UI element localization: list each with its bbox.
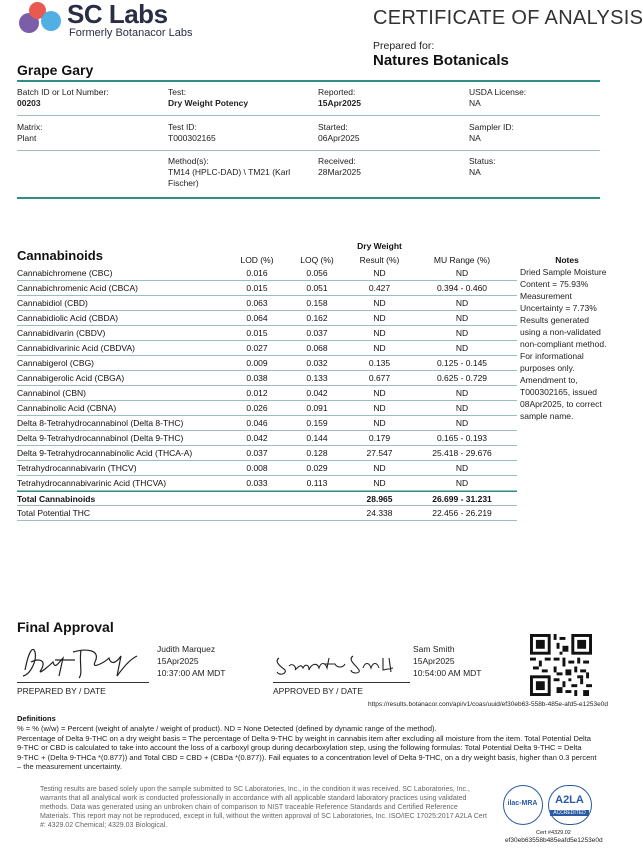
analyte-name: Delta 9-Tetrahydrocannabinolic Acid (THCA-A) [17,448,193,458]
loq-value: 0.128 [306,448,328,458]
preparer-signature-icon [17,640,147,682]
matrix-field [17,122,43,144]
started-label: Started: [318,122,348,132]
loq-value: 0.162 [306,313,328,323]
approver-date: 15Apr2025 [413,656,455,666]
lod-value: 0.063 [246,298,268,308]
preparer-date: 15Apr2025 [157,656,199,666]
matrix-label: Matrix: [17,122,43,132]
result-value: ND [373,328,386,338]
analyte-name: Cannabichromene (CBC) [17,268,113,278]
analyte-name: Cannabidiolic Acid (CBDA) [17,313,119,323]
batch-label: Batch ID or Lot Number: [17,87,109,97]
approver-time: 10:54:00 AM MDT [413,668,482,678]
mu-range-value: 0.394 - 0.460 [436,283,488,293]
loq-value: 0.133 [306,373,328,383]
table-row [17,266,517,281]
lod-value: 0.027 [246,343,268,353]
preparer-info [157,643,226,679]
loq-value: 0.091 [306,403,328,413]
methods-value: TM14 (HPLC-DAD) \ TM21 (Karl Fischer) [168,167,291,188]
prepared-for-label: Prepared for: [373,40,435,52]
note-line: T000302165, issued [520,387,598,397]
notes-header: Notes [555,255,579,265]
mu-range-value: 0.165 - 0.193 [436,433,488,443]
test-field [168,87,248,109]
preparer-line [17,682,149,683]
analyte-name: Cannabidivarin (CBDV) [17,328,106,338]
reported-value: 15Apr2025 [318,98,362,108]
header-divider [17,80,600,82]
certificate-title: CERTIFICATE OF ANALYSIS [373,7,643,29]
note-line: 08Apr2025, to correct [520,399,602,409]
approver-name: Sam Smith [413,644,455,654]
notes-text [520,266,607,422]
usda-label: USDA License: [469,87,527,97]
result-value: 0.135 [368,358,391,368]
mu-range-value: ND [455,418,469,428]
loq-value: 0.144 [306,433,328,443]
result-value: ND [373,313,386,323]
lod-header: LOD (%) [240,255,274,265]
product-name: Grape Gary [17,62,94,78]
sampler-value: NA [469,133,481,143]
result-value: ND [373,298,386,308]
mu-range-value: ND [455,343,469,353]
final-approval-title: Final Approval [17,619,114,635]
cannabinoids-title: Cannabinoids [17,248,103,263]
total-result: 24.338 [366,508,393,518]
mu-range-value: ND [455,328,469,338]
note-line: sample name. [520,411,574,421]
total-mu-range: 26.699 - 31.231 [432,494,492,504]
received-field [318,156,361,178]
total-thc-row [17,506,517,521]
result-header-top: Dry Weight [357,241,402,251]
definition-line: 9-THC + (Delta 9-THCa *(0.877)) and Total CBD = CBD + (CBDa *(0.877)). Fail equates to a concentration level of Delta 9-THC, on a dry weight basis, higher than 0.3 percent [17,752,597,762]
result-value: 0.677 [368,373,391,383]
table-row [17,311,517,326]
loq-value: 0.068 [306,343,328,353]
approver-info [413,643,482,679]
result-value: ND [373,388,386,398]
mu-range-value: ND [455,403,469,413]
analyte-name: Cannabichromenic Acid (CBCA) [17,283,138,293]
accredited-label: ACCREDITED [550,810,589,816]
mu-header: MU Range (%) [433,255,491,265]
result-header: Result (%) [359,255,400,265]
sc-labs-logo [17,2,207,38]
info-divider [17,115,600,116]
lod-value: 0.064 [246,313,268,323]
received-value: 28Mar2025 [318,167,362,177]
lod-value: 0.038 [246,373,268,383]
test-id-value: T000302165 [168,133,216,143]
result-value: 27.547 [366,448,393,458]
loq-value: 0.037 [306,328,328,338]
loq-value: 0.051 [306,283,328,293]
note-line: For informational [520,351,584,361]
usda-value: NA [469,98,481,108]
note-line: Measurement [520,291,572,301]
approver-line [273,682,410,683]
table-row [17,356,517,371]
lod-value: 0.012 [246,388,268,398]
table-row [17,341,517,356]
loq-value: 0.042 [306,388,328,398]
lod-value: 0.015 [246,283,268,293]
definitions-text [17,724,617,772]
note-line: Dried Sample Moisture [520,267,607,277]
analyte-name: Delta 9-Tetrahydrocannabinol (Delta 9-THC) [17,433,184,443]
result-value: ND [373,268,386,278]
loq-value: 0.158 [306,298,328,308]
table-row [17,386,517,401]
mu-range-value: ND [455,388,469,398]
note-line: using a non-validated [520,327,601,337]
mu-range-value: ND [455,463,469,473]
lod-value: 0.033 [246,478,268,488]
mu-range-value: ND [455,313,469,323]
definition-line: Percentage of Delta 9-THC on a dry weight basis = The percentage of Delta 9-THC by weight in cannabis item after excluding all moisture from the item. Total Potential Delta [17,733,591,743]
analyte-name: Cannabinol (CBN) [17,388,86,398]
table-row [17,461,517,476]
qr-url[interactable]: https://results.botanacor.com/api/v1/coas/uuid/ef30eb63-558b-485e-afd5-e1253e0d [368,701,608,708]
note-line: Content = 75.93% [520,279,589,289]
note-line: Amendment to, [520,375,578,385]
loq-header: LOQ (%) [300,255,334,265]
test-id-label: Test ID: [168,122,197,132]
result-value: 0.179 [368,433,391,443]
loq-value: 0.029 [306,463,328,473]
usda-field [469,87,526,109]
total-result: 28.965 [366,494,393,504]
mu-range-value: ND [455,268,469,278]
approver-label: APPROVED BY / DATE [273,686,363,696]
methods-label: Method(s): [168,156,209,166]
batch-field [17,87,109,109]
note-line: Uncertainty = 7.73% [520,303,597,313]
info-bottom-divider [17,197,600,199]
mu-range-value: 25.418 - 29.676 [432,448,492,458]
note-line: Results generated [520,315,589,325]
total-mu-range: 22.456 - 26.219 [432,508,492,518]
table-row [17,281,517,296]
lod-value: 0.008 [246,463,268,473]
lod-value: 0.046 [246,418,268,428]
table-row [17,371,517,386]
sampler-label: Sampler ID: [469,122,514,132]
table-row [17,446,517,461]
logo-subtitle: Formerly Botanacor Labs [69,27,193,39]
table-row [17,416,517,431]
analyte-name: Cannabigerol (CBG) [17,358,95,368]
qr-code-icon[interactable] [530,634,592,696]
table-row [17,296,517,311]
analyte-name: Tetrahydrocannabivarinic Acid (THCVA) [17,478,167,488]
batch-value: 00203 [17,98,41,108]
table-row [17,431,517,446]
prepared-for-name: Natures Botanicals [373,52,509,69]
analyte-name: Cannabinolic Acid (CBNA) [17,403,117,413]
logo-dots-icon [17,2,61,38]
info-divider-2 [17,150,600,151]
ilac-mra-badge-icon [503,785,543,825]
status-label: Status: [469,156,496,166]
cert-label: Cert #4329.02 [536,830,571,836]
methods-field [168,156,298,189]
preparer-name: Judith Marquez [157,644,216,654]
lod-value: 0.026 [246,403,268,413]
disclaimer-text: Testing results are based solely upon the sample submitted to SC Laboratories, Inc., in the condition it was received. SC Laboratories, Inc., warrants that all analytical work is conducted professionally in accordance with all applicable standard laboratory practices using validated methods. Data was generated using an unbroken chain of comparison to NIST traceable Reference Standards and Certified Reference Materials. This report may not be reproduced, except in full, without the written approval of SC Laboratories, Inc. ISO/IEC 17025:2017 A2LA Cert #: 4329.02 Chemical; 4329.03 Biological. [40,786,487,829]
mu-range-value: 0.625 - 0.729 [436,373,488,383]
definitions-title: Definitions [17,714,56,723]
total-cannabinoids-row [17,491,517,506]
definition-line: % = % (w/w) = Percent (weight of analyte / weight of product). ND = None Detected (defined by dynamic range of the method). [17,724,437,733]
lod-value: 0.009 [246,358,268,368]
result-value: 0.427 [368,283,391,293]
status-field [469,156,495,178]
preparer-label: PREPARED BY / DATE [17,686,106,696]
lod-value: 0.016 [246,268,268,278]
analyte-name: Cannabidiol (CBD) [17,298,88,308]
table-row [17,326,517,341]
cert-hash: ef30eb63558b485eafd5e1253e0d [505,837,603,844]
loq-value: 0.113 [306,478,328,488]
lod-value: 0.042 [246,433,268,443]
result-value: ND [373,343,386,353]
table-row [17,401,517,416]
result-value: ND [373,403,386,413]
analyte-name: Cannabidivarinic Acid (CBDVA) [17,343,135,353]
received-label: Received: [318,156,356,166]
total-name: Total Cannabinoids [17,494,96,504]
mu-range-value: ND [455,478,469,488]
status-value: NA [469,167,481,177]
test-label: Test: [168,87,186,97]
lod-value: 0.015 [246,328,268,338]
loq-value: 0.159 [306,418,328,428]
started-value: 06Apr2025 [318,133,360,143]
definition-line: 9-THC or CBD is calculated to take into account the loss of a carboxyl group during decarboxylation step, using the following formulas: Total Potential Delta 9-THC = Delta [17,743,582,752]
total-name: Total Potential THC [17,508,91,518]
a2la-label: A2LA [555,794,584,806]
started-field [318,122,360,144]
analyte-name: Tetrahydrocannabivarin (THCV) [17,463,137,473]
logo-name: SC Labs [67,0,168,29]
table-row [17,476,517,491]
result-value: ND [373,463,386,473]
test-id-field [168,122,216,144]
preparer-time: 10:37:00 AM MDT [157,668,226,678]
mu-range-value: ND [455,298,469,308]
loq-value: 0.056 [306,268,328,278]
result-value: ND [373,478,386,488]
analyte-name: Delta 8-Tetrahydrocannabinol (Delta 8-THC) [17,418,184,428]
approver-signature-icon [273,648,408,680]
result-value: ND [373,418,386,428]
mu-range-value: 0.125 - 0.145 [436,358,488,368]
note-line: purposes only. [520,363,575,373]
sampler-field [469,122,514,144]
loq-value: 0.032 [306,358,328,368]
matrix-value: Plant [17,133,37,143]
reported-field [318,87,361,109]
a2la-badge-icon [548,785,592,825]
definition-line: – the measurement uncertainty. [17,762,122,771]
reported-label: Reported: [318,87,356,97]
lod-value: 0.037 [246,448,268,458]
analyte-name: Cannabigerolic Acid (CBGA) [17,373,125,383]
test-value: Dry Weight Potency [168,98,249,108]
note-line: non-compliant method. [520,339,607,349]
ilac-label: ilac-MRA [507,800,538,807]
